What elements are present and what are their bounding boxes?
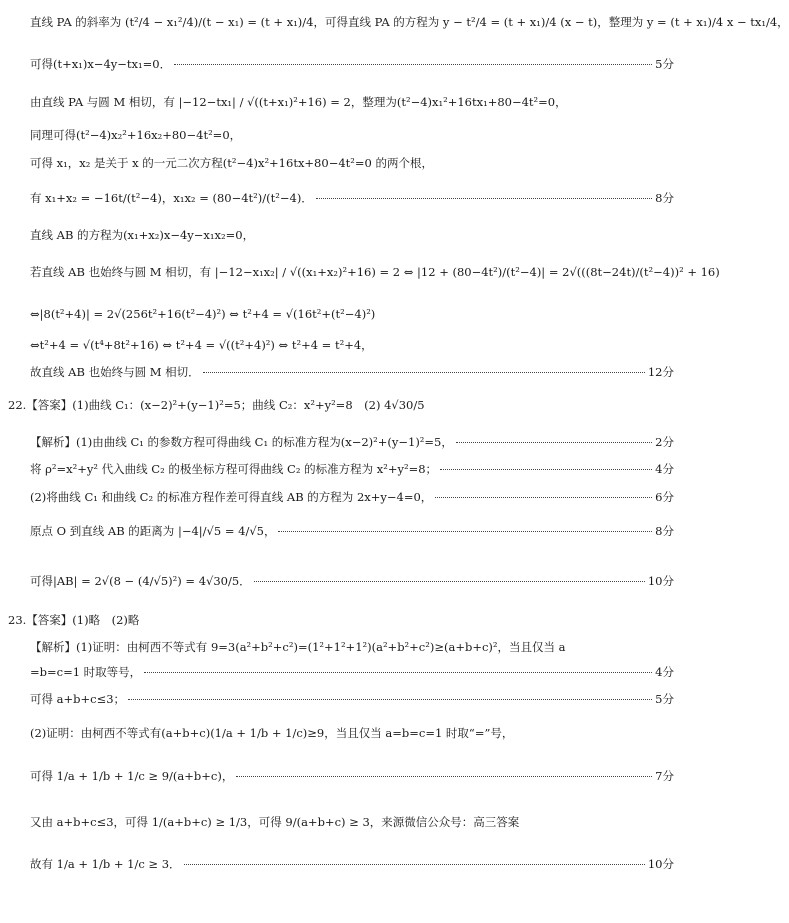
line-text: 有 x₁+x₂ = −16t/(t²−4)，x₁x₂ = (80−4t²)/(t²−4)．: [30, 191, 313, 205]
question-22-answer: [8, 397, 674, 413]
text-line: [30, 434, 674, 450]
leader-dots: [278, 531, 652, 532]
line-text: (2)将曲线 C₁ 和曲线 C₂ 的标准方程作差可得直线 AB 的方程为 2x+y−4=0，: [30, 490, 433, 504]
text-line: [30, 155, 674, 171]
text-line: [30, 14, 789, 30]
question-23-answer: [8, 612, 674, 628]
text-line: [30, 489, 674, 505]
text-line: [30, 856, 674, 872]
line-text: =b=c=1 时取等号，: [30, 665, 142, 679]
leader-dots: [174, 64, 652, 65]
line-text: 23.【答案】(1)略 (2)略: [8, 613, 140, 627]
line-text: 原点 O 到直线 AB 的距离为 |−4|/√5 = 4/√5，: [30, 524, 276, 538]
leader-dots: [440, 469, 652, 470]
score-label: 5分: [655, 57, 674, 71]
score-label: 8分: [655, 191, 674, 205]
leader-dots: [316, 198, 652, 199]
text-line: [30, 127, 674, 143]
text-line: [30, 364, 674, 380]
text-line: [30, 306, 674, 322]
text-line: [30, 523, 674, 539]
text-line: [30, 768, 674, 784]
line-text: 将 ρ²=x²+y² 代入曲线 C₂ 的极坐标方程可得曲线 C₂ 的标准方程为 x²+y²=8；: [30, 462, 438, 476]
line-text: ⇔|8(t²+4)| = 2√(256t²+16(t²−4)²) ⇔ t²+4 = √(16t²+(t²−4)²): [30, 307, 376, 321]
score-label: 12分: [647, 365, 674, 379]
text-line: [30, 725, 674, 741]
leader-dots: [456, 442, 652, 443]
leader-dots: [236, 776, 652, 777]
leader-dots: [144, 672, 652, 673]
score-label: 4分: [655, 665, 674, 679]
score-label: 7分: [655, 769, 674, 783]
text-line: [30, 691, 674, 707]
line-text: 可得 x₁，x₂ 是关于 x 的一元二次方程(t²−4)x²+16tx+80−4t²=0 的两个根，: [30, 156, 433, 170]
line-text: 同理可得(t²−4)x₂²+16x₂+80−4t²=0，: [30, 128, 242, 142]
line-text: 可得 1/a + 1/b + 1/c ≥ 9/(a+b+c)，: [30, 769, 234, 783]
text-line: [30, 461, 674, 477]
score-label: 4分: [655, 462, 674, 476]
leader-dots: [128, 699, 652, 700]
score-label: 2分: [655, 435, 674, 449]
leader-dots: [203, 372, 645, 373]
line-text: 若直线 AB 也始终与圆 M 相切，有 |−12−x₁x₂| / √((x₁+x₂)²+16) = 2 ⇔ |12 + (80−4t²)/(t²−4)| = 2√(((8t−24t)/(t²−4))² + 16): [30, 265, 720, 279]
text-line: [30, 639, 674, 655]
leader-dots: [184, 864, 645, 865]
line-text: 直线 AB 的方程为(x₁+x₂)x−4y−x₁x₂=0，: [30, 228, 255, 242]
score-label: 10分: [647, 574, 674, 588]
text-line: [30, 573, 674, 589]
text-line: [30, 664, 674, 680]
text-line: [30, 94, 674, 110]
line-text: ⇔t²+4 = √(t⁴+8t²+16) ⇔ t²+4 = √((t²+4)²) ⇔ t²+4 = t²+4，: [30, 338, 373, 352]
line-text: 由直线 PA 与圆 M 相切，有 |−12−tx₁| / √((t+x₁)²+16) = 2，整理为(t²−4)x₁²+16tx₁+80−4t²=0，: [30, 95, 567, 109]
line-text: 直线 PA 的斜率为 (t²/4 − x₁²/4)/(t − x₁) = (t + x₁)/4，可得直线 PA 的方程为 y − t²/4 = (t + x₁)/4 (x − t)，整理为 y = (t + x₁)/4 x − tx₁/4，: [30, 15, 789, 29]
line-text: 可得 a+b+c≤3；: [30, 692, 126, 706]
score-label: 10分: [647, 857, 674, 871]
text-line: [30, 337, 674, 353]
line-text: 又由 a+b+c≤3，可得 1/(a+b+c) ≥ 1/3，可得 9/(a+b+c) ≥ 3，来源微信公众号：高三答案: [30, 815, 520, 829]
line-text: 可得(t+x₁)x−4y−tx₁=0．: [30, 57, 172, 71]
line-text: 故有 1/a + 1/b + 1/c ≥ 3．: [30, 857, 181, 871]
text-line: [30, 227, 674, 243]
text-line: [30, 264, 720, 280]
text-line: [30, 814, 674, 830]
score-label: 6分: [655, 490, 674, 504]
line-text: (2)证明：由柯西不等式有(a+b+c)(1/a + 1/b + 1/c)≥9，当且仅当 a=b=c=1 时取“=”号，: [30, 726, 514, 740]
line-text: 故直线 AB 也始终与圆 M 相切．: [30, 365, 200, 379]
line-text: 22.【答案】(1)曲线 C₁：(x−2)²+(y−1)²=5；曲线 C₂：x²+y²=8 (2) 4√30/5: [8, 398, 425, 412]
leader-dots: [254, 581, 645, 582]
text-line: [30, 56, 674, 72]
line-text: 可得|AB| = 2√(8 − (4/√5)²) = 4√30/5．: [30, 574, 251, 588]
line-text: 【解析】(1)由曲线 C₁ 的参数方程可得曲线 C₁ 的标准方程为(x−2)²+(y−1)²=5，: [30, 435, 453, 449]
line-text: 【解析】(1)证明：由柯西不等式有 9=3(a²+b²+c²)=(1²+1²+1²)(a²+b²+c²)≥(a+b+c)²，当且仅当 a: [30, 640, 566, 654]
leader-dots: [435, 497, 652, 498]
text-line: [30, 190, 674, 206]
score-label: 8分: [655, 524, 674, 538]
score-label: 5分: [655, 692, 674, 706]
